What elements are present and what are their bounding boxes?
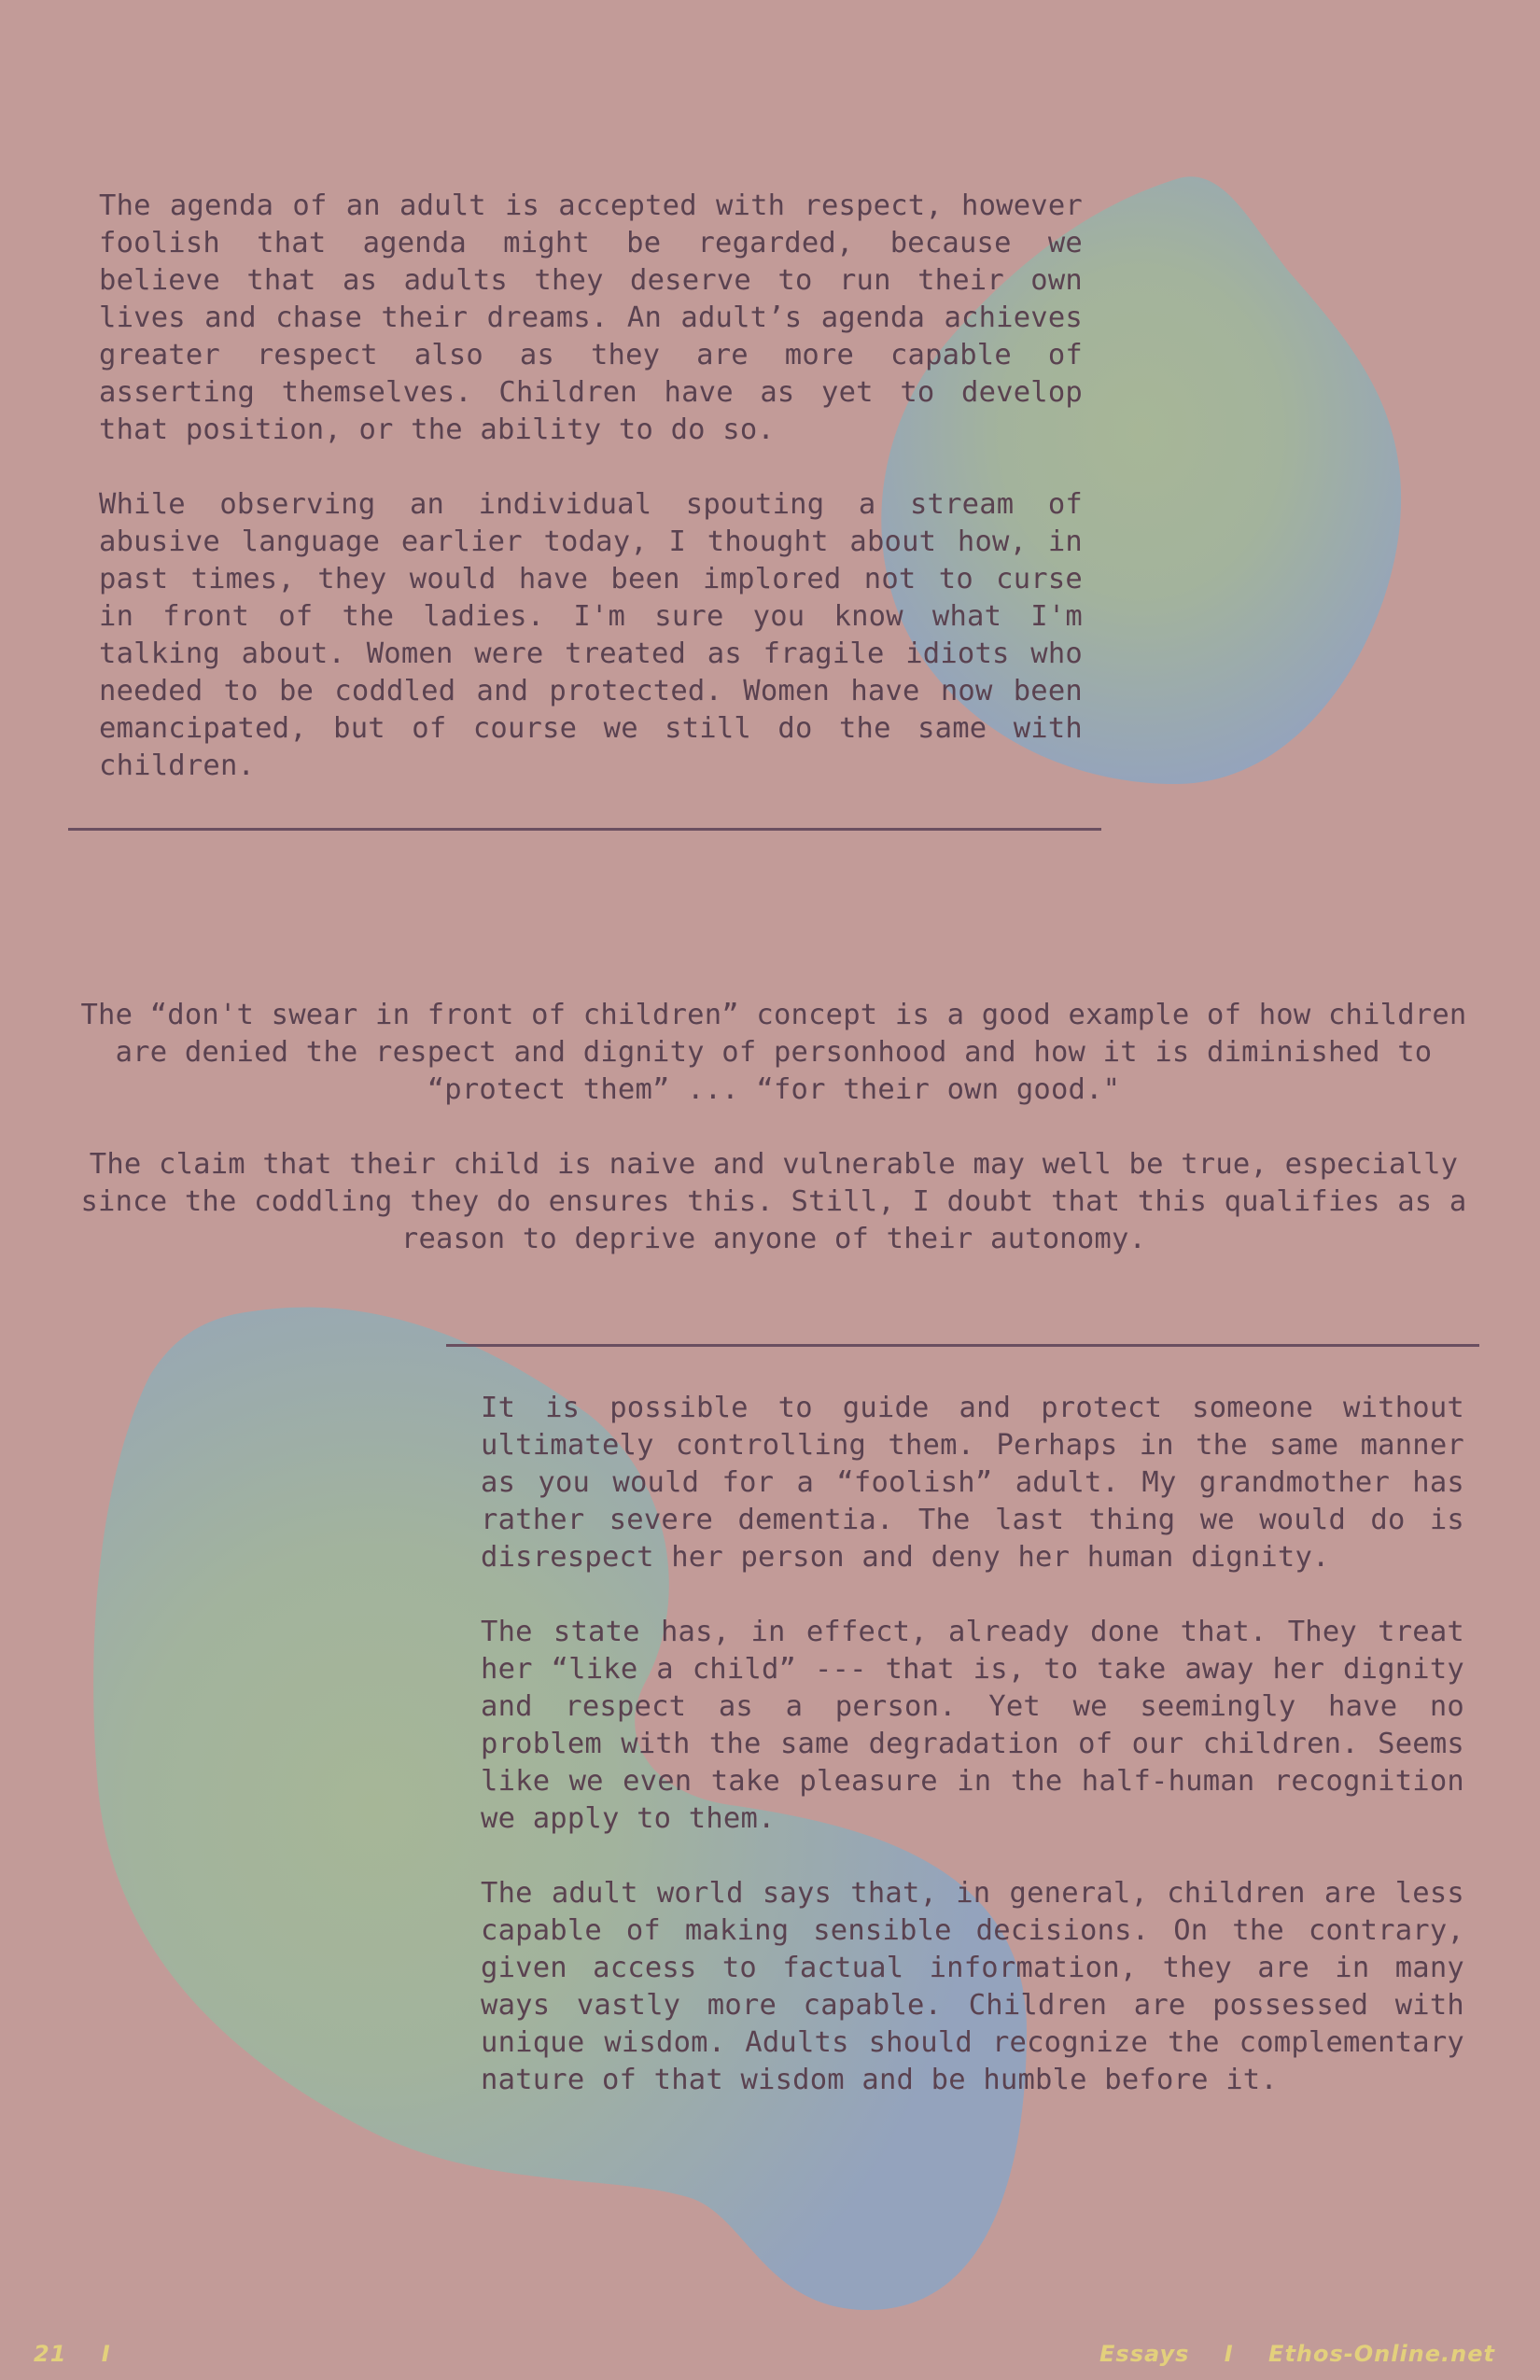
paragraph: It is possible to guide and protect someone without ultimately controlling them. Perhaps in the same manner as you would for a “foolish” adult. My grandmother has rather severe dementia. The last thing we would do is disrespect her person and deny her human dignity. <box>481 1392 1464 1574</box>
section-2-text <box>481 1390 1464 2099</box>
footer-separator: I <box>101 2341 111 2367</box>
pullquote-text <box>67 997 1480 1258</box>
paragraph: The agenda of an adult is accepted with respect, however foolish that agenda might be regarded, because we believe that as adults they deserve to run their own lives and chase their dreams. An adult’s agenda achieves greater respect also as they are more capable of asserting themselves. Children have as yet to develop that position, or the ability to do so. <box>99 189 1083 446</box>
paragraph: The state has, in effect, already done that. They treat her “like a child” --- that is, to take away her dignity and respect as a person. Yet we seemingly have no problem with the same degradation of our children. Seems like we even take pleasure in the half-human recognition we apply to them. <box>481 1616 1464 1835</box>
page-number: 21 <box>34 2341 67 2367</box>
footer-site-link[interactable]: Ethos-Online.net <box>1268 2341 1495 2367</box>
paragraph: The adult world says that, in general, children are less capable of making sensible decisions. On the contrary, given access to factual information, they are in many ways vastly more capable. Children are possessed with unique wisdom. Adults should recognize the complementary nature of that wisdom and be humble before it. <box>481 1877 1464 2096</box>
paragraph: The “don't swear in front of children” concept is a good example of how children are denied the respect and dignity of personhood and how it is diminished to “protect them” ... “for their own good." <box>80 999 1467 1106</box>
divider-rule-top <box>68 828 1101 831</box>
footer-right <box>1099 2341 1495 2367</box>
footer-section: Essays <box>1099 2341 1190 2367</box>
section-1-text <box>99 188 1083 785</box>
footer-separator: I <box>1224 2341 1234 2367</box>
paragraph: The claim that their child is naive and vulnerable may well be true, especially since the coddling they do ensures this. Still, I doubt that this qualifies as a reason to deprive anyone of their autonomy. <box>80 1148 1467 1255</box>
footer-left <box>34 2341 111 2367</box>
paragraph: While observing an individual spouting a stream of abusive language earlier today, I thought about how, in past times, they would have been implored not to curse in front of the ladies. I'm sure you know what I'm talking about. Women were treated as fragile idiots who needed to be coddled and protected. Women have now been emancipated, but of course we still do the same with children. <box>99 488 1083 782</box>
divider-rule-bottom <box>446 1344 1479 1347</box>
